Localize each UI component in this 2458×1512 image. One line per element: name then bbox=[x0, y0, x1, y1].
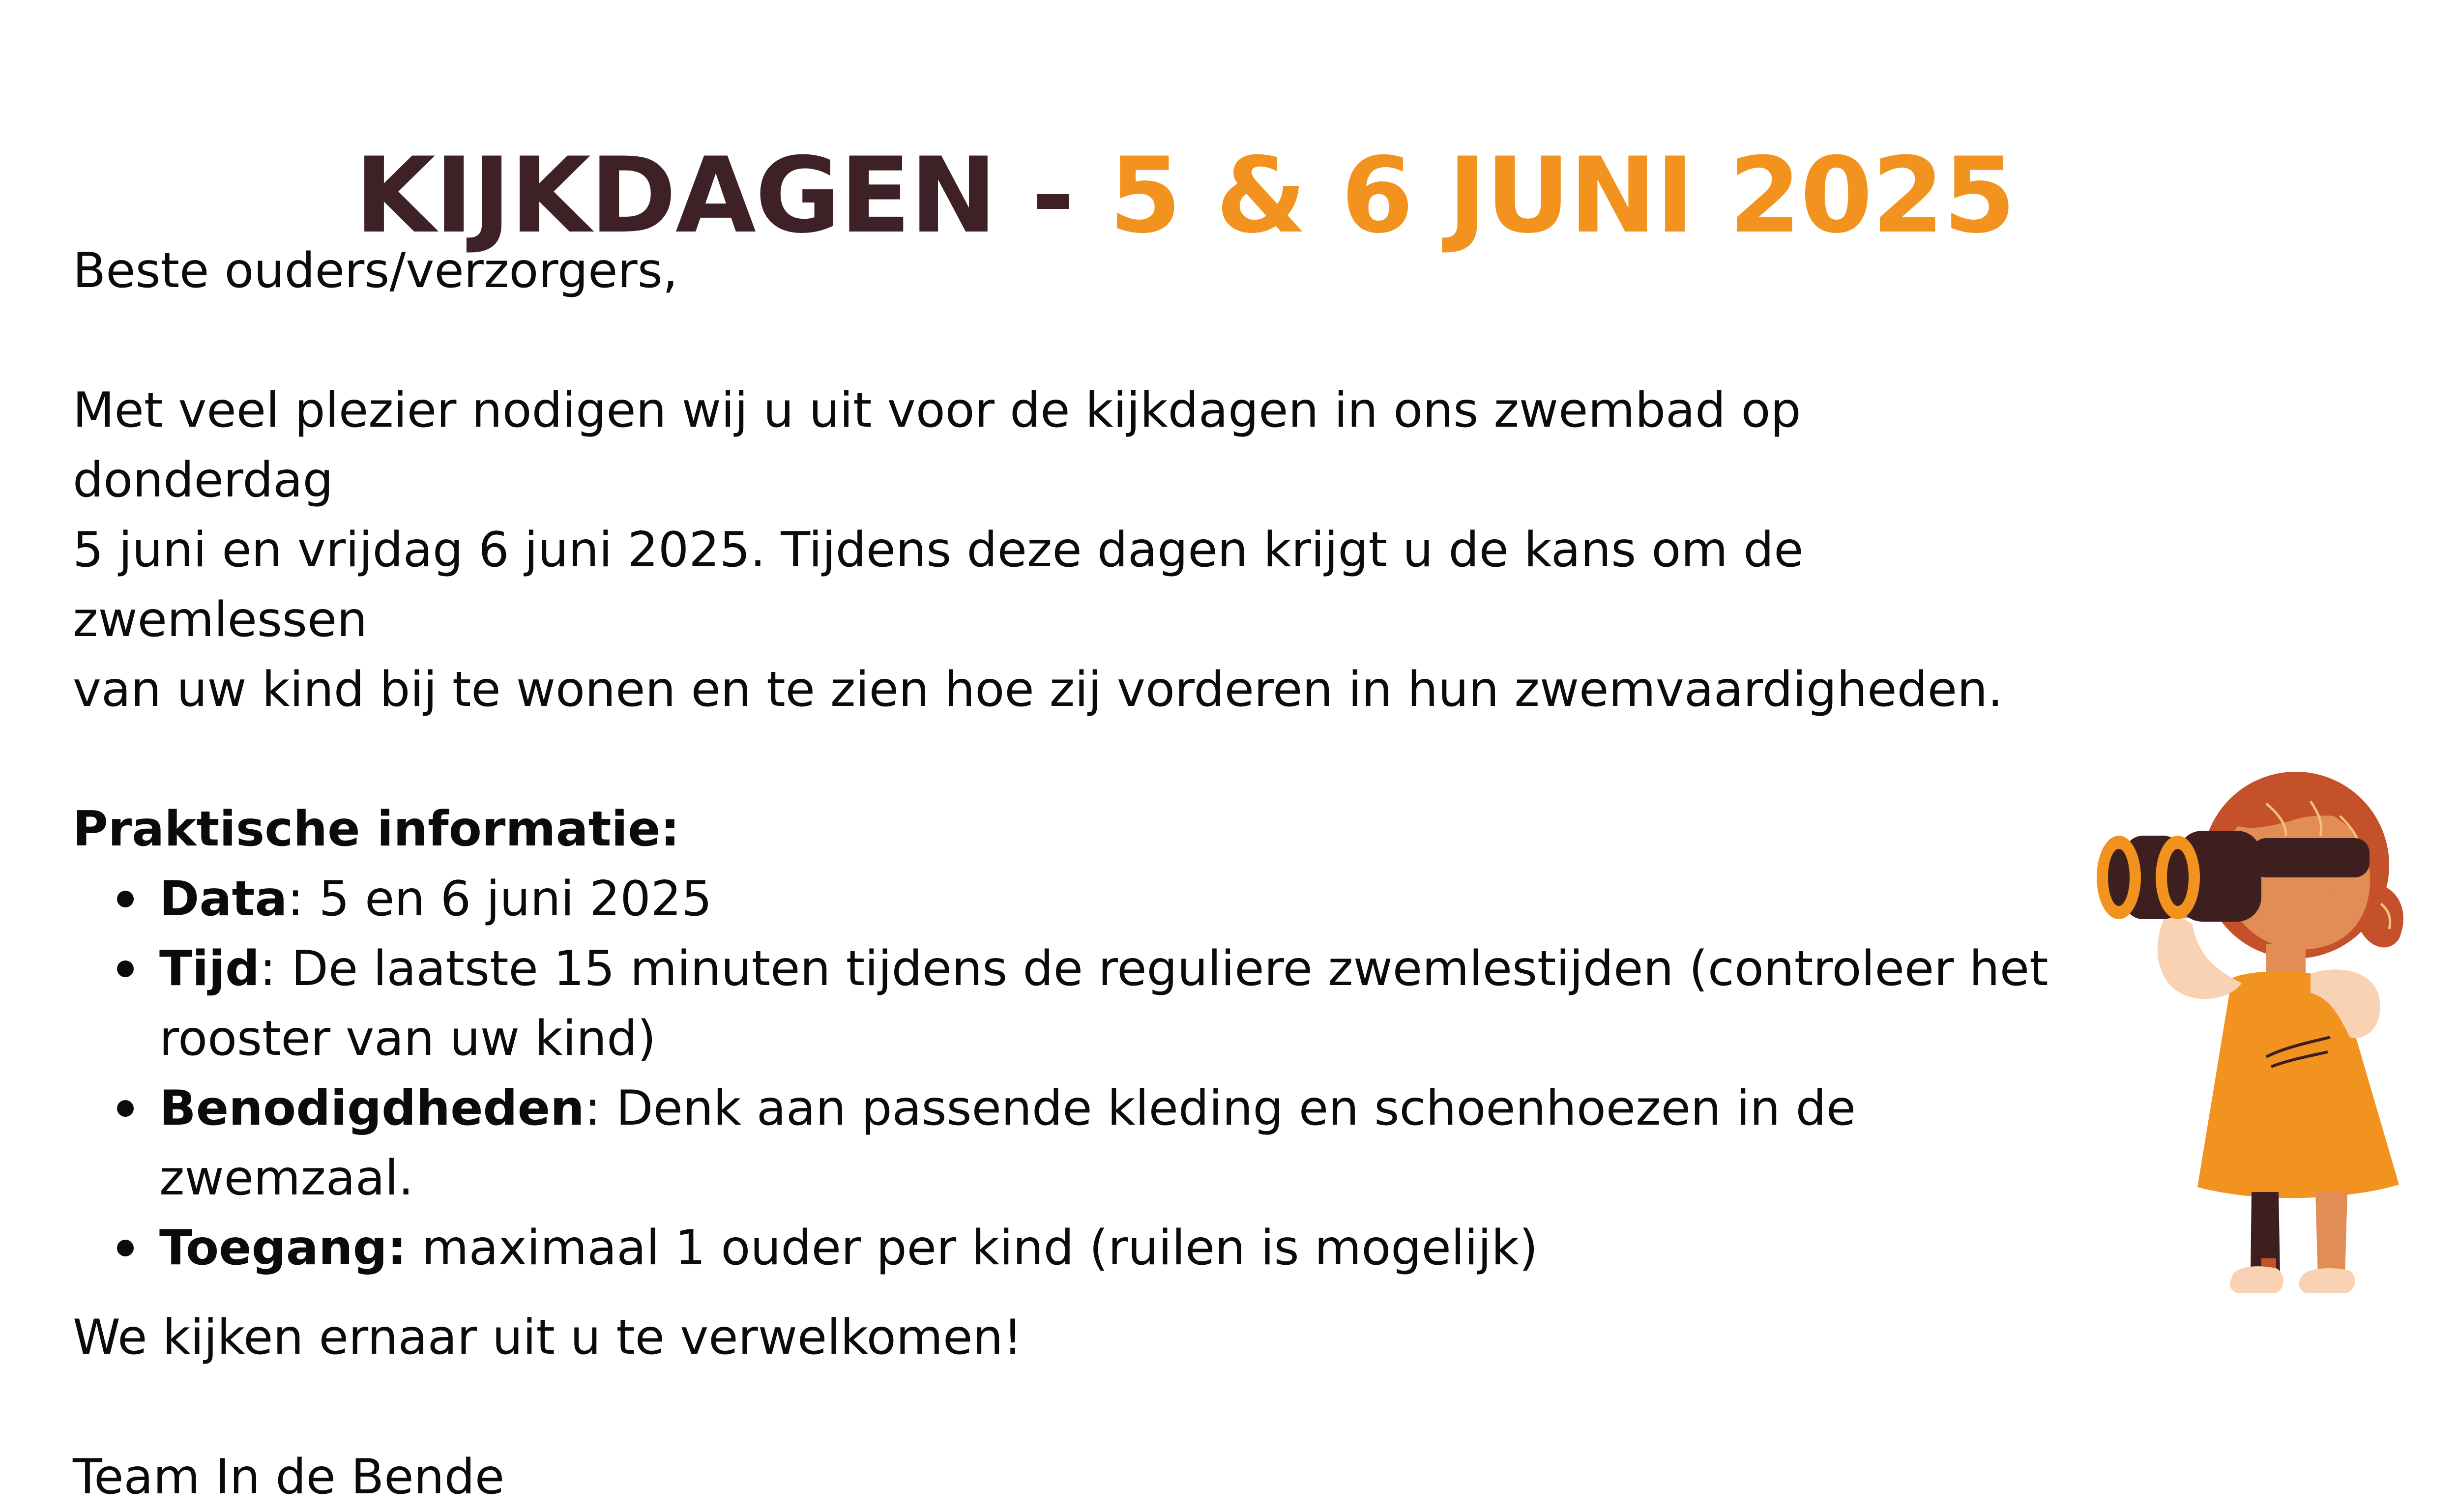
list-item-term: Benodigdheden bbox=[159, 1080, 585, 1136]
intro-line-1: Met veel plezier nodigen wij u uit voor de kijkdagen in ons zwembad op donderdag bbox=[73, 382, 1801, 508]
intro-line-3: van uw kind bij te wonen en te zien hoe zij vorderen in hun zwemvaardigheden. bbox=[73, 662, 2003, 718]
list-item-data bbox=[73, 864, 2064, 934]
greeting: Beste ouders/verzorgers, bbox=[73, 243, 678, 299]
title-date: 5 & 6 JUNI 2025 bbox=[1109, 135, 2015, 257]
spacer bbox=[73, 306, 2064, 376]
list-item-term: Data bbox=[159, 871, 288, 927]
list-item-separator: : bbox=[260, 941, 292, 997]
intro-line-2: 5 juni en vrijdag 6 juni 2025. Tijdens deze dagen krijgt u de kans om de zwemlessen bbox=[73, 522, 1804, 648]
list-item-term: Tijd bbox=[159, 941, 260, 997]
list-item-separator bbox=[407, 1220, 422, 1276]
title-main: KIJKDAGEN bbox=[354, 135, 996, 257]
closing-line: We kijken ernaar uit u te verwelkomen! bbox=[73, 1309, 1023, 1366]
list-item-toegang bbox=[73, 1213, 2064, 1283]
left-shoe-shape bbox=[2230, 1266, 2283, 1293]
list-item-benodigdheden bbox=[73, 1074, 2064, 1213]
bullet-icon bbox=[117, 1240, 134, 1256]
list-item-text-continued: rooster van uw kind) bbox=[159, 1011, 656, 1067]
practical-heading: Praktische informatie: bbox=[73, 801, 680, 857]
list-item-text: 5 en 6 juni 2025 bbox=[319, 871, 712, 927]
bullet-icon bbox=[117, 891, 134, 907]
bullet-icon bbox=[117, 960, 134, 977]
list-item-text: De laatste 15 minuten tijdens de reguliere zwemlestijden (controleer het bbox=[291, 941, 2048, 997]
spacer bbox=[73, 1372, 2064, 1442]
list-item-separator: : bbox=[584, 1080, 616, 1136]
page-title bbox=[0, 135, 2370, 257]
spacer bbox=[73, 725, 2064, 794]
right-leg-shape bbox=[2315, 1192, 2347, 1278]
right-shoe-shape bbox=[2299, 1268, 2355, 1293]
letter-body bbox=[73, 236, 2064, 1512]
list-item-tijd bbox=[73, 934, 2064, 1074]
list-item-text: maximaal 1 ouder per kind (ruilen is mogelijk) bbox=[422, 1220, 1538, 1276]
list-item-term: Toegang: bbox=[159, 1220, 407, 1276]
list-item-text: Denk aan passende kleding en schoenhoezen in de zwemzaal. bbox=[159, 1080, 1856, 1206]
practical-info-list bbox=[73, 864, 2064, 1283]
bullet-icon bbox=[117, 1100, 134, 1117]
intro-paragraph bbox=[73, 376, 2064, 725]
signature: Team In de Bende bbox=[73, 1449, 505, 1505]
girl-with-binoculars-illustration bbox=[2055, 742, 2433, 1322]
list-item-separator: : bbox=[287, 871, 319, 927]
title-separator: - bbox=[996, 135, 1109, 257]
